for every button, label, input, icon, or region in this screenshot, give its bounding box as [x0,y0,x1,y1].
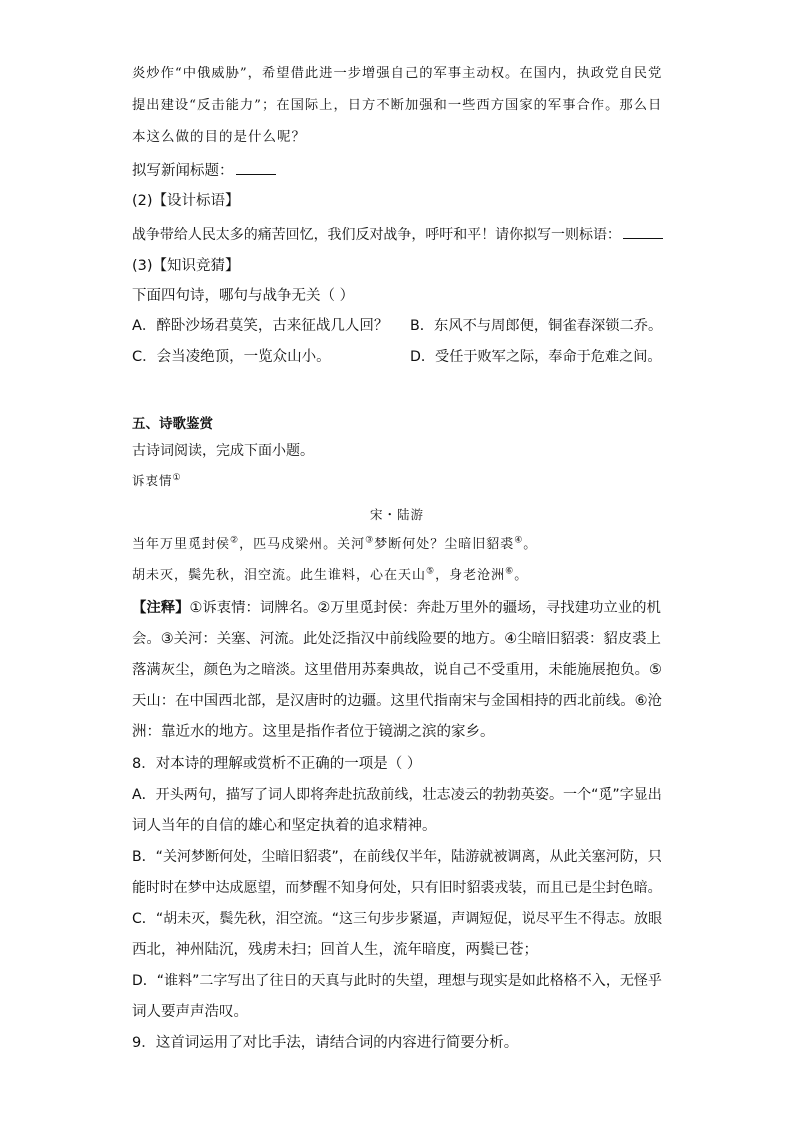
poem-line-2 [132,566,528,586]
poem-text: 梦断何处？尘暗旧貂裘 [374,537,515,552]
notes-label: 【注释】 [132,600,190,616]
q8-option-d-line-2: 词人要声声浩叹。 [132,1004,248,1020]
q2-prompt [132,224,663,245]
notes-line-2: 会。③关河：关塞、河流。此处泛指汉中前线险要的地方。④尘暗旧貂裘：貂皮裘上 [132,631,661,647]
q9-stem: 9．这首词运用了对比手法，请结合词的内容进行简要分析。 [132,1035,519,1051]
q8-option-d-line-1: D．“谁料”二字写出了往日的天真与此时的失望，理想与现实是如此格格不入，无怪乎 [132,973,662,989]
q2-prompt-text: 战争带给人民太多的痛苦回忆，我们反对战争，呼吁和平！请你拟写一则标语： [132,227,621,243]
q3-heading: (3)【知识竞猜】 [132,258,240,274]
poem-text: 当年万里觅封侯 [132,537,231,552]
passage-line-1: 炎炒作“中俄威胁”，希望借此进一步增强自己的军事主动权。在国内，执政党自民党 [132,66,663,81]
q2-heading: (2)【设计标语】 [132,193,240,209]
note-marker: ⑤ [426,566,436,577]
note-marker: ⑥ [505,566,515,577]
poem-title [132,471,182,491]
poem-title-text: 诉衷情 [132,473,173,488]
q8-option-c-line-1: C．“胡未灭，鬓先秋，泪空流。“这三句步步紧逼，声调短促，说尽平生不得志。放眼 [132,911,663,927]
news-title-label: 拟写新闻标题： [132,163,234,179]
poem-text: 。 [523,537,538,552]
q8-option-a-line-2: 词人当年的自信的雄心和坚定执着的追求精神。 [132,818,437,834]
section-5-heading: 五、诗歌鉴赏 [132,416,213,432]
notes-text: ①诉衷情：词牌名。②万里觅封侯：奔赴万里外的疆场，寻找建功立业的机 [189,600,661,616]
q8-option-a-line-1: A．开头两句，描写了词人即将奔赴抗敌前线，壮志凌云的勃勃英姿。一个“觅”字显出 [132,787,662,803]
q3-option-b: B．东风不与周郎便，铜雀春深锁二乔。 [410,318,663,334]
q3-prompt: 下面四句诗，哪句与战争无关（ ） [132,288,355,304]
q3-option-c: C．会当凌绝顶，一览众山小。 [132,349,331,365]
notes-line-3: 落满灰尘，颜色为之暗淡。这里借用苏秦典故，说自己不受重用，未能施展抱负。⑤ [132,662,662,678]
q3-option-a: A．醉卧沙场君莫笑，古来征战几人回？ [132,318,389,334]
q3-option-d: D．受任于败军之际，奉命于危难之间。 [410,349,662,365]
notes-line-5: 洲：靠近水的地方。这里是指作者位于镜湖之滨的家乡。 [132,724,495,740]
answer-blank[interactable] [236,160,276,175]
passage-line-2: 提出建设“反击能力”；在国际上，日方不断加强和一些西方国家的军事合作。那么日 [132,98,663,113]
poem-text: ，身老沧洲 [435,568,506,583]
news-title-question [132,160,276,181]
note-marker: ② [230,535,240,546]
note-marker: ③ [365,535,375,546]
poem-line-1 [132,535,537,555]
poem-text: 。 [514,568,529,583]
poem-author: 宋・陆游 [370,507,425,522]
poem-text: ，匹马戍梁州。关河 [239,537,366,552]
answer-blank[interactable] [623,224,663,239]
passage-line-3: 本这么做的目的是什么呢？ [132,129,306,145]
q8-option-b-line-1: B．“关河梦断何处，尘暗旧貂裘”，在前线仅半年，陆游就被调离，从此关塞河防，只 [132,849,662,865]
notes-line-4: 天山：在中国西北部，是汉唐时的边疆。这里代指南宋与金国相持的西北前线。⑥沧 [132,693,662,709]
poem-title-note: ① [172,472,182,483]
q8-stem: 8．对本诗的理解或赏析不正确的一项是（ ） [132,756,422,772]
q8-option-b-line-2: 能时时在梦中达成愿望，而梦醒不知身何处，只有旧时貂裘戎装，而且已是尘封色暗。 [132,880,662,896]
section-5-instruction: 古诗词阅读，完成下面小题。 [132,443,314,459]
note-marker: ④ [514,535,524,546]
notes-line-1 [132,598,661,618]
q8-option-c-line-2: 西北，神州陆沉，残虏未扫；回首人生，流年暗度，两鬓已苍； [132,942,538,958]
poem-text: 胡未灭，鬓先秋，泪空流。此生谁料，心在天山 [132,568,427,583]
